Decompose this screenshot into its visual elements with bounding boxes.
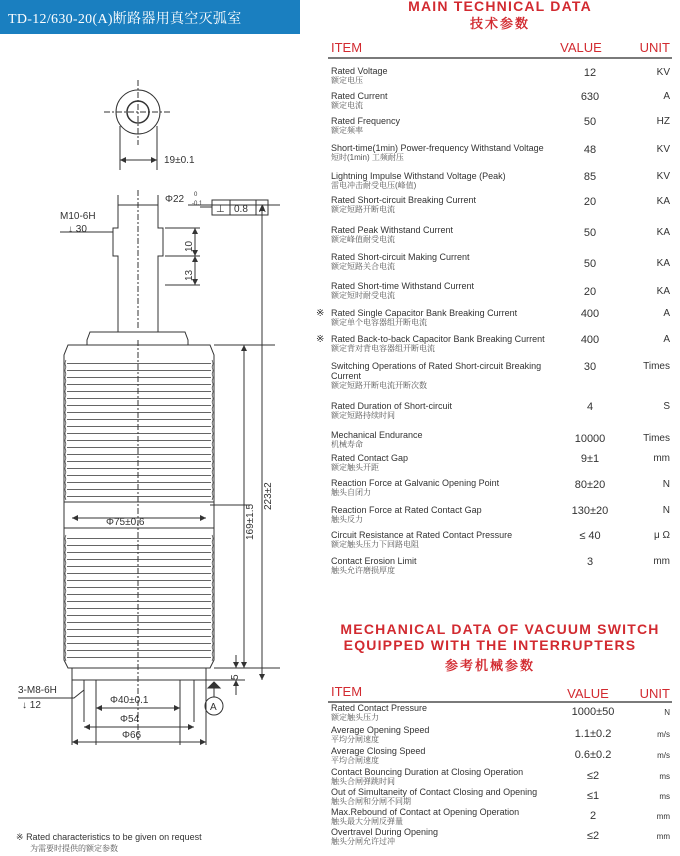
row-label bbox=[331, 746, 571, 766]
row-unit: S bbox=[663, 401, 670, 412]
row-label bbox=[331, 505, 571, 525]
row-value: 3 bbox=[586, 556, 594, 568]
row-unit: KV bbox=[656, 171, 670, 182]
row-label bbox=[331, 225, 571, 245]
footnote-en: Rated characteristics to be given on request bbox=[26, 832, 202, 842]
dim-phi22-tol-upper: 0 bbox=[194, 192, 198, 198]
row-unit: HZ bbox=[656, 116, 670, 127]
row-value: ≤2 bbox=[586, 830, 600, 842]
product-title-bar bbox=[0, 0, 300, 34]
bottom-base bbox=[72, 668, 206, 680]
main-col-unit: UNIT bbox=[639, 40, 670, 55]
row-label bbox=[331, 453, 571, 473]
row-unit: ms bbox=[659, 772, 670, 781]
mech-title-cn: 参考机械参数 bbox=[444, 658, 535, 673]
row-label-en: Rated Peak Withstand Current bbox=[331, 225, 454, 235]
row-unit: A bbox=[663, 91, 670, 102]
row-label bbox=[331, 767, 571, 787]
depth-30: ↓ 30 bbox=[68, 224, 87, 235]
row-unit: N bbox=[662, 479, 670, 490]
row-label-en: Rated Back-to-back Capacitor Bank Breaking Current bbox=[331, 334, 545, 344]
row-label-cn: 触头分闸允许过冲 bbox=[331, 837, 395, 846]
row-label bbox=[331, 530, 571, 550]
row-unit: m/s bbox=[657, 751, 670, 760]
dim-phi40: Φ40±0.1 bbox=[110, 695, 149, 706]
thread-m10: M10-6H bbox=[60, 211, 96, 222]
row-label-cn: 雷电冲击耐受电压(峰值) bbox=[331, 181, 417, 190]
row-label-en: Overtravel During Opening bbox=[331, 827, 439, 837]
dim-phi66: Φ66 bbox=[122, 730, 142, 741]
row-label-en: Rated Frequency bbox=[331, 116, 401, 126]
perp-tol: 0.8 bbox=[234, 204, 248, 215]
row-label bbox=[331, 334, 571, 354]
row-label-cn: 触头合闸和分闸不同期 bbox=[331, 797, 411, 806]
row-unit: μ Ω bbox=[653, 530, 670, 541]
datum-a-label: A bbox=[210, 702, 217, 713]
row-label-cn: 额定触头压力 bbox=[331, 713, 379, 722]
main-data-title-en: MAIN TECHNICAL DATA bbox=[408, 0, 592, 14]
row-label bbox=[331, 171, 571, 191]
row-label-cn: 短时(1min) 工频耐压 bbox=[331, 153, 404, 162]
row-label-cn: 额定单个电容器组开断电流 bbox=[331, 318, 427, 327]
row-label-en: Average Opening Speed bbox=[331, 725, 430, 735]
row-label-en: Rated Single Capacitor Bank Breaking Current bbox=[331, 308, 518, 318]
row-label-en: Contact Bouncing Duration at Closing Operation bbox=[331, 767, 524, 777]
dim-19: 19±0.1 bbox=[164, 155, 195, 166]
row-unit: mm bbox=[656, 812, 670, 821]
depth-12: ↓ 12 bbox=[22, 700, 41, 711]
row-label-cn: 额定短时耐受电流 bbox=[331, 291, 395, 300]
row-unit: KV bbox=[656, 144, 670, 155]
row-label-cn: 额定电压 bbox=[331, 76, 363, 85]
row-mark: ※ bbox=[316, 334, 325, 345]
row-label-cn: 触头允许磨损厚度 bbox=[331, 566, 395, 575]
mech-title-en-1: MECHANICAL DATA OF VACUUM SWITCH bbox=[340, 621, 660, 637]
row-label bbox=[331, 252, 571, 272]
mech-title-en-2: EQUIPPED WITH THE INTERRUPTERS bbox=[343, 637, 637, 653]
mech-col-unit: UNIT bbox=[639, 686, 670, 701]
row-value: 80±20 bbox=[574, 479, 606, 491]
row-unit: A bbox=[663, 308, 670, 319]
row-value: 1000±50 bbox=[571, 706, 615, 718]
row-value: 0.6±0.2 bbox=[574, 749, 612, 761]
row-value: ≤ 40 bbox=[579, 530, 601, 542]
row-label-en: Out of Simultaneity of Contact Closing and Opening bbox=[331, 787, 538, 797]
row-unit: m/s bbox=[657, 730, 670, 739]
row-label-cn: 额定背对背电容器组开断电流 bbox=[331, 344, 435, 353]
row-label-cn: 平均合闸速度 bbox=[331, 756, 379, 765]
row-label bbox=[331, 66, 571, 86]
row-label bbox=[331, 787, 571, 807]
row-value: 50 bbox=[583, 116, 597, 128]
row-value: 1.1±0.2 bbox=[574, 728, 612, 740]
dim-169: 169±1.5 bbox=[245, 503, 256, 540]
row-label bbox=[331, 401, 571, 421]
row-label-en: Reaction Force at Galvanic Opening Point bbox=[331, 478, 500, 488]
row-label-en: Short-time(1min) Power-frequency Withstand Voltage bbox=[331, 143, 544, 153]
row-value: 400 bbox=[580, 308, 600, 320]
main-data-title-cn: 技术参数 bbox=[469, 16, 530, 31]
row-unit: N bbox=[664, 708, 670, 717]
row-value: 2 bbox=[589, 810, 597, 822]
row-unit: mm bbox=[653, 556, 670, 567]
interrupter-drawing bbox=[0, 60, 310, 750]
row-unit: KV bbox=[656, 67, 670, 78]
row-unit: Times bbox=[643, 361, 670, 372]
row-label-en: Max.Rebound of Contact at Opening Operation bbox=[331, 807, 520, 817]
row-label bbox=[331, 195, 571, 215]
mech-col-value: VALUE bbox=[567, 686, 609, 701]
row-mark: ※ bbox=[316, 308, 325, 319]
product-title: TD-12/630-20(A)断路器用真空灭弧室 bbox=[8, 12, 242, 27]
row-label bbox=[331, 556, 571, 576]
row-label-en: Mechanical Endurance bbox=[331, 430, 423, 440]
row-value: 48 bbox=[583, 144, 597, 156]
row-label bbox=[331, 478, 571, 498]
thread-m8: 3-M8-6H bbox=[18, 685, 57, 696]
row-unit: N bbox=[662, 505, 670, 516]
row-unit: mm bbox=[653, 453, 670, 464]
row-value: 9±1 bbox=[580, 453, 600, 465]
row-label-cn: 机械寿命 bbox=[331, 440, 363, 449]
dim-223: 223±2 bbox=[263, 482, 274, 510]
row-value: 50 bbox=[583, 258, 597, 270]
row-label-cn: 额定触头压力下回路电阻 bbox=[331, 540, 419, 549]
row-value: 85 bbox=[583, 171, 597, 183]
row-label bbox=[331, 827, 571, 847]
row-label-en: Switching Operations of Rated Short-circuit Breaking Current bbox=[331, 361, 542, 381]
row-label-cn: 触头合闸弹跳时间 bbox=[331, 777, 395, 786]
row-label-cn: 平均分闸速度 bbox=[331, 735, 379, 744]
row-value: 10000 bbox=[574, 433, 606, 445]
row-unit: KA bbox=[656, 286, 670, 297]
row-label-en: Contact Erosion Limit bbox=[331, 556, 417, 566]
row-label-cn: 触头最大分闸反弹量 bbox=[331, 817, 403, 826]
footnote-cn: 为需要时提供的额定参数 bbox=[30, 844, 118, 853]
row-value: 50 bbox=[583, 227, 597, 239]
row-label-en: Rated Short-circuit Breaking Current bbox=[331, 195, 477, 205]
dim-phi22-tol-lower: -0.1 bbox=[192, 201, 203, 207]
row-label-cn: 额定峰值耐受电流 bbox=[331, 235, 395, 244]
footnote bbox=[16, 832, 202, 854]
row-label-cn: 额定短路关合电流 bbox=[331, 262, 395, 271]
row-value: 400 bbox=[580, 334, 600, 346]
row-label-cn: 额定短路开断电流 bbox=[331, 205, 395, 214]
perp-symbol: ⊥ bbox=[216, 204, 225, 215]
row-value: ≤1 bbox=[586, 790, 600, 802]
row-label-en: Circuit Resistance at Rated Contact Pressure bbox=[331, 530, 513, 540]
row-label-cn: 额定短路持续时间 bbox=[331, 411, 395, 420]
row-label-cn: 额定触头开距 bbox=[331, 463, 379, 472]
row-label bbox=[331, 725, 571, 745]
row-label-en: Rated Voltage bbox=[331, 66, 388, 76]
row-label-en: Rated Short-circuit Making Current bbox=[331, 252, 470, 262]
row-label-en: Reaction Force at Rated Contact Gap bbox=[331, 505, 482, 515]
dim-phi22: Φ22 bbox=[165, 194, 185, 205]
dim-13: 13 bbox=[184, 269, 195, 281]
row-value: 20 bbox=[583, 196, 597, 208]
row-value: 4 bbox=[586, 401, 594, 413]
row-label bbox=[331, 430, 571, 450]
row-label-en: Average Closing Speed bbox=[331, 746, 426, 756]
row-unit: KA bbox=[656, 258, 670, 269]
row-label-en: Rated Short-time Withstand Current bbox=[331, 281, 475, 291]
row-label-cn: 触头自闭力 bbox=[331, 488, 371, 497]
row-label bbox=[331, 703, 571, 723]
perp-datum: A bbox=[259, 204, 266, 215]
row-label-cn: 额定短路开断电流开断次数 bbox=[331, 381, 427, 390]
row-label-en: Rated Duration of Short-circuit bbox=[331, 401, 453, 411]
main-header-rule bbox=[328, 57, 672, 59]
row-label-en: Rated Current bbox=[331, 91, 388, 101]
dim-phi54: Φ54 bbox=[120, 714, 140, 725]
dim-10: 10 bbox=[184, 240, 195, 252]
row-unit: mm bbox=[656, 832, 670, 841]
footnote-mark: ※ bbox=[16, 832, 24, 842]
row-label bbox=[331, 143, 571, 163]
row-label-en: Rated Contact Pressure bbox=[331, 703, 428, 713]
row-value: 630 bbox=[580, 91, 600, 103]
row-label bbox=[331, 116, 571, 136]
row-value: 20 bbox=[583, 286, 597, 298]
row-label bbox=[331, 308, 571, 328]
row-label-cn: 触头反力 bbox=[331, 515, 363, 524]
row-value: 130±20 bbox=[571, 505, 609, 517]
row-unit: KA bbox=[656, 196, 670, 207]
row-label bbox=[331, 807, 571, 827]
dim-phi75: Φ75±0.6 bbox=[106, 517, 145, 528]
row-label-en: Lightning Impulse Withstand Voltage (Peak) bbox=[331, 171, 506, 181]
row-unit: ms bbox=[659, 792, 670, 801]
main-col-value: VALUE bbox=[560, 40, 602, 55]
row-label bbox=[331, 281, 571, 301]
row-unit: Times bbox=[643, 433, 670, 444]
row-value: ≤2 bbox=[586, 770, 600, 782]
row-value: 12 bbox=[583, 67, 597, 79]
row-label-cn: 额定电流 bbox=[331, 101, 363, 110]
row-value: 30 bbox=[583, 361, 597, 373]
main-col-item: ITEM bbox=[331, 40, 363, 55]
row-label-en: Rated Contact Gap bbox=[331, 453, 409, 463]
row-unit: KA bbox=[656, 227, 670, 238]
mech-col-item: ITEM bbox=[331, 684, 363, 699]
row-label bbox=[331, 361, 571, 391]
row-unit: A bbox=[663, 334, 670, 345]
row-label bbox=[331, 91, 571, 111]
row-label-cn: 额定频率 bbox=[331, 126, 363, 135]
dim-5: 5 bbox=[230, 674, 241, 680]
